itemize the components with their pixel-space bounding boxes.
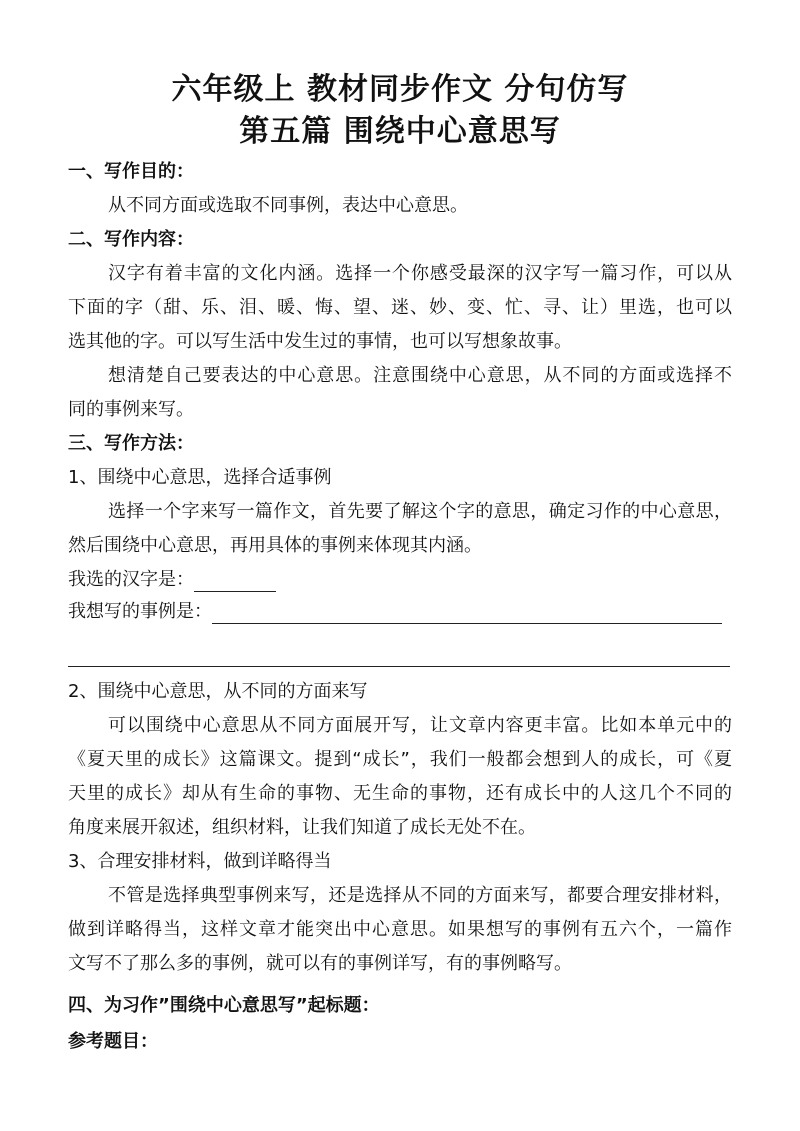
method-2-line-1: 可以围绕中心意思从不同方面展开写，让文章内容更丰富。比如本单元中的: [108, 715, 732, 736]
fill-char-label: 我选的汉字是：: [68, 569, 194, 590]
section-2-paragraph-2-line-2: 同的事例来写。: [68, 399, 194, 420]
section-3-heading: 三、写作方法：: [68, 433, 194, 454]
section-1-heading: 一、写作目的：: [68, 161, 194, 182]
page-title: 六年级上 教材同步作文 分句仿写: [171, 72, 629, 107]
method-3-heading: 3、合理安排材料，做到详略得当: [68, 851, 332, 872]
method-1-heading: 1、围绕中心意思，选择合适事例: [68, 467, 332, 488]
page-subtitle: 第五篇 围绕中心意思写: [239, 114, 561, 149]
fill-example-blank-line-2[interactable]: [68, 666, 730, 667]
section-2-paragraph-1-line-1: 汉字有着丰富的文化内涵。选择一个你感受最深的汉字写一篇习作，可以从: [108, 263, 732, 284]
fill-char-blank[interactable]: [194, 571, 276, 592]
fill-example-label: 我想写的事例是：: [68, 601, 212, 622]
section-2-heading: 二、写作内容：: [68, 229, 194, 250]
section-2-paragraph-1-line-3: 选其他的字。可以写生活中发生过的事情，也可以写想象故事。: [68, 331, 572, 352]
method-2-line-4: 角度来展开叙述，组织材料，让我们知道了成长无处不在。: [68, 817, 536, 838]
reference-titles-heading: 参考题目：: [68, 1031, 158, 1052]
method-2-line-3: 天里的成长》却从有生命的事物、无生命的事物，还有成长中的人这几个不同的: [68, 783, 732, 804]
method-3-line-2: 做到详略得当，这样文章才能突出中心意思。如果想写的事例有五六个，一篇作: [68, 919, 732, 940]
method-2-line-2: 《夏天里的成长》这篇课文。提到“成长”，我们一般都会想到人的成长，可《夏: [68, 749, 732, 770]
method-2-heading: 2、围绕中心意思，从不同的方面来写: [68, 681, 368, 702]
method-3-line-1: 不管是选择典型事例来写，还是选择从不同的方面来写，都要合理安排材料，: [108, 885, 732, 906]
fill-example-blank[interactable]: [212, 603, 722, 624]
method-1-line-1: 选择一个字来写一篇作文，首先要了解这个字的意思，确定习作的中心意思，: [108, 501, 732, 522]
section-4-heading: 四、为习作”围绕中心意思写”起标题：: [68, 995, 380, 1016]
method-1-line-2: 然后围绕中心意思，再用具体的事例来体现其内涵。: [68, 535, 482, 556]
section-2-paragraph-1-line-2: 下面的字（甜、乐、泪、暖、悔、望、迷、妙、变、忙、寻、让）里选，也可以: [68, 297, 732, 318]
method-3-line-3: 文写不了那么多的事例，就可以有的事例详写，有的事例略写。: [68, 953, 572, 974]
fill-char-row: [68, 568, 732, 592]
fill-example-row: [68, 600, 732, 624]
section-1-text: 从不同方面或选取不同事例，表达中心意思。: [108, 195, 468, 216]
section-2-paragraph-2-line-1: 想清楚自己要表达的中心意思。注意围绕中心意思，从不同的方面或选择不: [108, 365, 732, 386]
